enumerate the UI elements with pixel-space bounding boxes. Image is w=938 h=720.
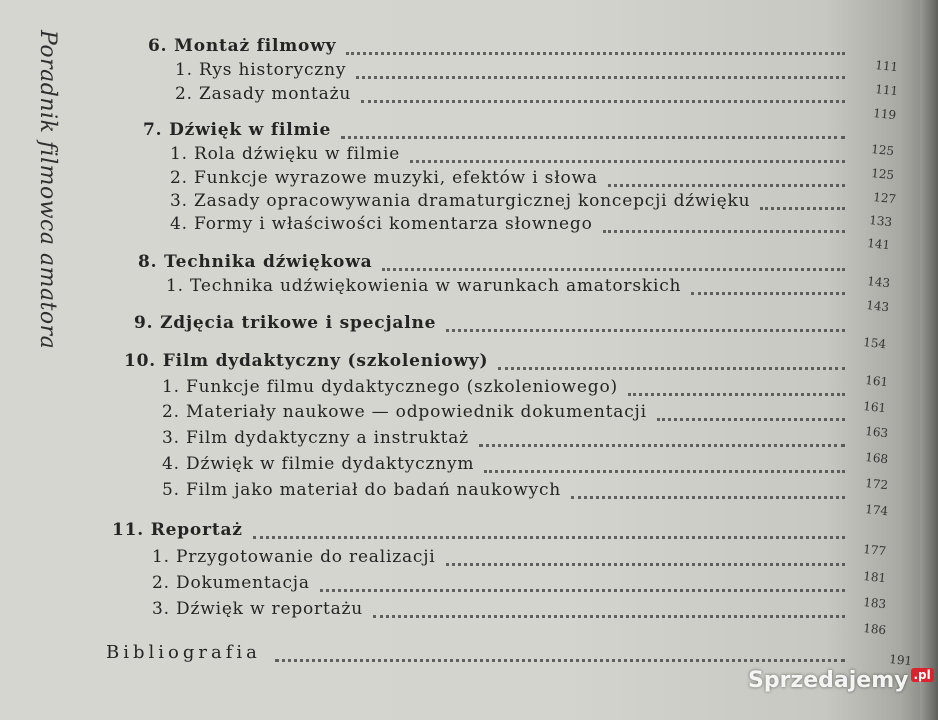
entry-number: 5. xyxy=(162,480,180,500)
page-number: 125 xyxy=(870,166,895,183)
toc-entry xyxy=(162,428,469,448)
dot-leader xyxy=(373,611,845,618)
page-number: 172 xyxy=(864,476,889,493)
page-number: 174 xyxy=(864,502,889,519)
toc-entry xyxy=(152,573,310,593)
page-number: 186 xyxy=(862,621,887,638)
toc-entry xyxy=(170,191,750,211)
page-number: 177 xyxy=(862,542,887,559)
page-number: 143 xyxy=(865,298,890,315)
dot-leader xyxy=(479,440,845,447)
chapter-heading xyxy=(138,252,372,272)
entry-number: 1. xyxy=(162,377,180,397)
dot-leader xyxy=(571,492,845,499)
running-title: Poradnik filmowca amatora xyxy=(35,30,60,350)
entry-number: 3. xyxy=(170,191,188,211)
dot-leader xyxy=(498,363,845,370)
chapter-heading xyxy=(143,120,331,140)
toc-entry xyxy=(175,60,346,80)
page-number: 168 xyxy=(864,450,889,467)
entry-title: Film jako materiał do badań naukowych xyxy=(186,480,562,500)
entry-title: Przygotowanie do realizacji xyxy=(176,547,436,567)
entry-number: 4. xyxy=(170,214,188,234)
dot-leader xyxy=(446,325,845,332)
entry-title: Rys historyczny xyxy=(199,60,347,80)
chapter-title: Technika dźwiękowa xyxy=(164,252,373,272)
chapter-number: 8. xyxy=(138,252,158,272)
chapter-number: 11. xyxy=(112,520,144,540)
page-number: 141 xyxy=(866,236,891,253)
page-number: 181 xyxy=(862,569,887,586)
chapter-number: 6. xyxy=(148,36,168,56)
entry-title: Film dydaktyczny a instruktaż xyxy=(186,428,469,448)
dot-leader xyxy=(346,48,845,55)
dot-leader xyxy=(382,264,845,271)
dot-leader xyxy=(608,180,845,187)
chapter-title: Dźwięk w filmie xyxy=(169,120,332,140)
page-number: 161 xyxy=(862,399,887,416)
bibliography-entry: Bibliografia xyxy=(106,642,261,663)
entry-number: 1. xyxy=(170,144,188,164)
entry-title: Dokumentacja xyxy=(176,573,310,593)
toc-entry xyxy=(170,214,593,234)
entry-number: 2. xyxy=(175,84,193,104)
dot-leader xyxy=(628,389,845,396)
chapter-heading xyxy=(124,351,488,371)
dot-leader xyxy=(484,466,845,473)
page-number: 191 xyxy=(888,652,913,669)
dot-leader xyxy=(446,559,845,566)
chapter-heading xyxy=(148,36,336,56)
page-number: 143 xyxy=(866,274,891,291)
entry-title: Zasady montażu xyxy=(199,84,352,104)
chapter-title: Reportaż xyxy=(150,520,243,540)
entry-number: 1. xyxy=(175,60,193,80)
page-number: 133 xyxy=(868,213,893,230)
watermark-logo xyxy=(748,668,934,693)
toc-entry xyxy=(152,547,436,567)
toc-entry xyxy=(162,402,647,422)
entry-number: 3. xyxy=(152,599,170,619)
chapter-number: 10. xyxy=(124,351,156,371)
page-number: 119 xyxy=(872,106,897,123)
dot-leader xyxy=(356,72,845,79)
entry-title: Formy i właściwości komentarza słownego xyxy=(194,214,593,234)
entry-title: Funkcje filmu dydaktycznego (szkoleniowego) xyxy=(186,377,618,397)
entry-number: 2. xyxy=(152,573,170,593)
entry-number: 1. xyxy=(166,276,184,296)
chapter-number: 9. xyxy=(134,313,154,333)
toc-entry xyxy=(162,377,618,397)
entry-title: Technika udźwiękowienia w warunkach amatorskich xyxy=(190,276,682,296)
chapter-title: Film dydaktyczny (szkoleniowy) xyxy=(162,351,489,371)
entry-title: Dźwięk w filmie dydaktycznym xyxy=(186,454,475,474)
entry-title: Materiały naukowe — odpowiednik dokumentacji xyxy=(186,402,647,422)
watermark-suffix: .pl xyxy=(911,668,934,682)
watermark-text: Sprzedajemy xyxy=(748,668,909,693)
page-number: 127 xyxy=(872,190,897,207)
toc-entry xyxy=(162,480,561,500)
dot-leader xyxy=(603,226,845,233)
page-number: 161 xyxy=(864,373,889,390)
dot-leader xyxy=(691,288,845,295)
dot-leader xyxy=(320,585,845,592)
page-number: 163 xyxy=(864,424,889,441)
chapter-heading xyxy=(112,520,243,540)
toc-entry xyxy=(170,168,598,188)
entry-title: Funkcje wyrazowe muzyki, efektów i słowa xyxy=(194,168,598,188)
toc-entry xyxy=(166,276,681,296)
page-number: 111 xyxy=(874,82,899,99)
chapter-heading xyxy=(134,313,436,333)
entry-number: 4. xyxy=(162,454,180,474)
page-number: 111 xyxy=(874,58,899,75)
entry-title: Rola dźwięku w filmie xyxy=(194,144,401,164)
entry-title: Zasady opracowywania dramaturgicznej koncepcji dźwięku xyxy=(194,191,751,211)
toc-entry xyxy=(152,599,363,619)
dot-leader xyxy=(275,655,845,662)
page-number: 154 xyxy=(862,335,887,352)
chapter-title: Zdjęcia trikowe i specjalne xyxy=(160,313,437,333)
entry-title: Dźwięk w reportażu xyxy=(176,599,364,619)
entry-number: 3. xyxy=(162,428,180,448)
dot-leader xyxy=(361,96,845,103)
toc-entry xyxy=(175,84,351,104)
dot-leader xyxy=(410,156,845,163)
dot-leader xyxy=(657,414,845,421)
dot-leader xyxy=(760,203,845,210)
entry-number: 1. xyxy=(152,547,170,567)
chapter-title: Montaż filmowy xyxy=(174,36,337,56)
toc-entry xyxy=(170,144,400,164)
dot-leader xyxy=(341,132,845,139)
chapter-number: 7. xyxy=(143,120,163,140)
toc-entry xyxy=(162,454,474,474)
entry-number: 2. xyxy=(162,402,180,422)
page-number: 125 xyxy=(870,142,895,159)
page-number: 183 xyxy=(862,595,887,612)
dot-leader xyxy=(253,532,845,539)
entry-number: 2. xyxy=(170,168,188,188)
